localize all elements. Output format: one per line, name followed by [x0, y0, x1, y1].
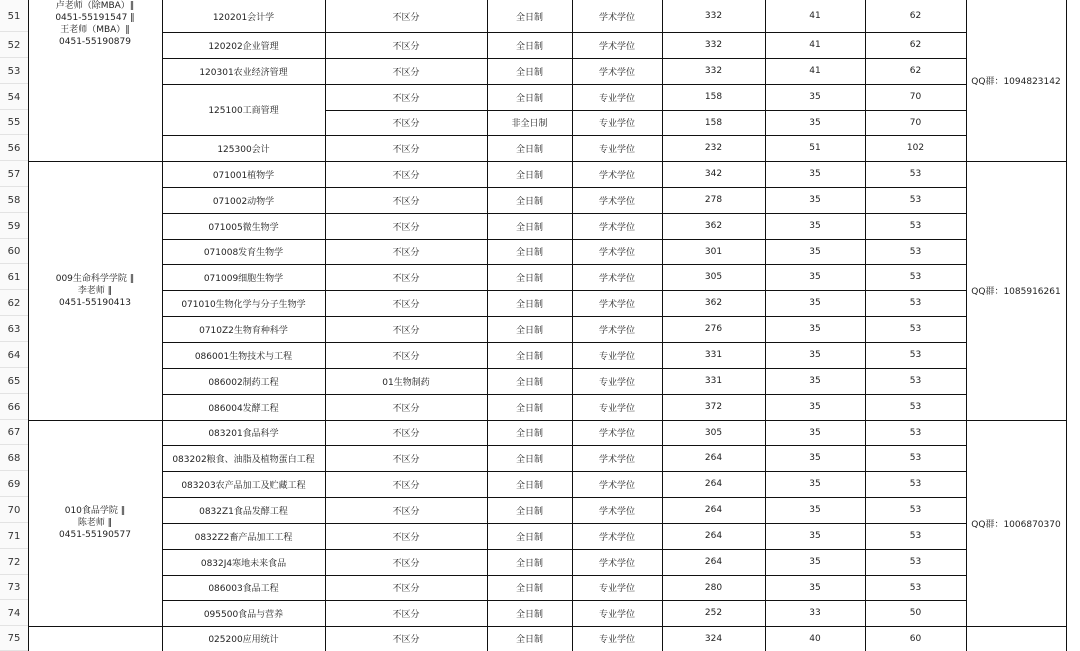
program-cell[interactable]: 071005微生物学 — [208, 222, 279, 233]
row-border — [162, 187, 966, 188]
single-subject-150-cell[interactable]: 53 — [909, 402, 922, 412]
mode-cell[interactable]: 全日制 — [515, 558, 543, 569]
single-subject-100-cell[interactable]: 35 — [809, 272, 821, 282]
row-number[interactable]: 74 — [0, 600, 28, 626]
row-border — [162, 394, 966, 395]
row-number[interactable]: 71 — [0, 523, 28, 549]
row-number[interactable]: 53 — [0, 58, 28, 84]
row-number[interactable]: 61 — [0, 264, 28, 290]
college-contact-cell[interactable] — [28, 0, 162, 161]
contact-line: 0451-55190879 — [59, 37, 131, 47]
total-score-cell[interactable]: 264 — [704, 557, 723, 567]
mode-cell[interactable]: 全日制 — [515, 480, 543, 491]
total-score-cell[interactable]: 331 — [704, 350, 723, 360]
total-score-cell[interactable]: 264 — [704, 453, 723, 463]
direction-cell[interactable]: 不区分 — [392, 248, 420, 258]
mode-cell[interactable]: 全日制 — [515, 170, 543, 181]
program-cell[interactable]: 025200应用统计 — [208, 635, 279, 645]
degree-type-cell[interactable]: 专业学位 — [598, 351, 635, 362]
single-subject-100-cell[interactable]: 35 — [809, 195, 821, 205]
program-cell[interactable]: 071010生物化学与分子生物学 — [181, 299, 306, 310]
single-subject-150-cell[interactable]: 70 — [909, 92, 922, 102]
single-subject-100-cell[interactable]: 35 — [809, 298, 821, 308]
degree-type-cell[interactable]: 学术学位 — [598, 429, 635, 439]
degree-type-cell[interactable]: 学术学位 — [598, 67, 635, 78]
row-number[interactable]: 55 — [0, 110, 28, 135]
single-subject-150-cell[interactable]: 53 — [909, 427, 922, 438]
row-border — [162, 213, 966, 214]
single-subject-100-cell[interactable]: 35 — [809, 117, 821, 128]
direction-cell[interactable]: 不区分 — [392, 119, 420, 129]
single-subject-100-cell[interactable]: 35 — [809, 557, 821, 567]
row-border — [162, 497, 966, 498]
row-border — [162, 32, 966, 33]
direction-cell[interactable]: 不区分 — [392, 429, 420, 439]
single-subject-150-cell[interactable]: 53 — [909, 531, 922, 541]
row-number[interactable]: 75 — [0, 626, 28, 651]
contact-line: 0451-55190577 — [59, 530, 131, 540]
mode-cell[interactable]: 全日制 — [515, 506, 543, 517]
total-score-cell[interactable]: 324 — [704, 633, 723, 644]
degree-type-cell[interactable]: 学术学位 — [598, 41, 635, 52]
single-subject-150-cell[interactable]: 53 — [909, 582, 922, 593]
degree-type-cell[interactable]: 专业学位 — [598, 635, 635, 645]
contact-line: 010食品学院 ‖ — [64, 506, 126, 516]
column-border — [865, 0, 866, 651]
program-cell[interactable]: 071001植物学 — [212, 170, 275, 181]
column-border — [28, 0, 29, 651]
direction-cell[interactable]: 不区分 — [392, 480, 420, 491]
row-number[interactable]: 70 — [0, 497, 28, 523]
row-border — [162, 549, 966, 550]
degree-type-cell[interactable]: 学术学位 — [598, 325, 635, 336]
single-subject-100-cell[interactable]: 35 — [809, 402, 821, 412]
direction-cell[interactable]: 不区分 — [392, 635, 420, 645]
column-border — [1066, 0, 1067, 651]
single-subject-150-cell[interactable]: 53 — [909, 272, 922, 282]
program-cell[interactable]: 086004发酵工程 — [208, 403, 279, 414]
program-cell[interactable]: 071002动物学 — [212, 196, 275, 207]
degree-type-cell[interactable]: 学术学位 — [598, 273, 635, 284]
single-subject-150-cell[interactable]: 53 — [909, 479, 922, 489]
single-subject-100-cell[interactable]: 41 — [809, 11, 821, 21]
single-subject-100-cell[interactable]: 33 — [809, 608, 821, 618]
program-cell[interactable]: 083203农产品加工及贮藏工程 — [181, 480, 306, 491]
single-subject-100-cell[interactable]: 40 — [809, 633, 821, 644]
mode-cell[interactable]: 全日制 — [515, 403, 543, 414]
total-score-cell[interactable]: 276 — [704, 324, 723, 334]
total-score-cell[interactable]: 331 — [704, 376, 723, 386]
row-number[interactable]: 58 — [0, 187, 28, 213]
mode-cell[interactable]: 全日制 — [515, 93, 543, 104]
row-border — [162, 84, 966, 85]
row-border — [162, 445, 966, 446]
mode-cell[interactable]: 全日制 — [515, 325, 543, 336]
single-subject-100-cell[interactable]: 41 — [809, 66, 821, 76]
single-subject-150-cell[interactable]: 50 — [909, 608, 922, 618]
single-subject-150-cell[interactable]: 62 — [909, 11, 922, 21]
direction-cell[interactable]: 不区分 — [392, 325, 420, 336]
total-score-cell[interactable]: 305 — [704, 427, 723, 438]
direction-cell[interactable]: 不区分 — [392, 170, 420, 181]
total-score-cell[interactable]: 232 — [704, 143, 723, 153]
mode-cell[interactable]: 全日制 — [515, 609, 543, 620]
mode-cell[interactable]: 全日制 — [515, 248, 543, 258]
contact-line: 0451-55191547 ‖ — [55, 13, 135, 23]
degree-type-cell[interactable]: 学术学位 — [598, 506, 635, 517]
group-border — [966, 626, 1066, 627]
direction-cell[interactable]: 不区分 — [392, 273, 420, 284]
mode-cell[interactable]: 全日制 — [515, 532, 543, 543]
direction-cell[interactable]: 不区分 — [392, 351, 420, 362]
direction-cell[interactable]: 不区分 — [392, 506, 420, 517]
direction-cell[interactable]: 不区分 — [392, 558, 420, 569]
single-subject-150-cell[interactable]: 53 — [909, 246, 922, 257]
group-border — [966, 420, 1066, 421]
degree-type-cell[interactable]: 专业学位 — [598, 144, 635, 155]
degree-type-cell[interactable]: 专业学位 — [598, 609, 635, 620]
total-score-cell[interactable]: 332 — [704, 66, 723, 76]
program-cell[interactable]: 120201会计学 — [212, 12, 275, 23]
direction-cell[interactable]: 不区分 — [392, 299, 420, 310]
column-border — [487, 0, 488, 651]
mode-cell[interactable]: 全日制 — [515, 196, 543, 207]
single-subject-100-cell[interactable]: 35 — [809, 246, 821, 257]
degree-type-cell[interactable]: 专业学位 — [598, 119, 635, 129]
program-cell[interactable]: 086002制药工程 — [208, 377, 279, 388]
mode-cell[interactable]: 全日制 — [515, 144, 543, 155]
contact-line: 0451-55190413 — [59, 297, 131, 308]
mode-cell[interactable]: 全日制 — [515, 222, 543, 233]
row-number[interactable]: 65 — [0, 368, 28, 394]
direction-cell[interactable]: 不区分 — [392, 144, 420, 155]
mode-cell[interactable]: 全日制 — [515, 584, 543, 594]
direction-cell[interactable]: 不区分 — [392, 222, 420, 233]
single-subject-150-cell[interactable]: 62 — [909, 40, 922, 50]
total-score-cell[interactable]: 372 — [704, 402, 723, 412]
group-border — [966, 161, 1066, 162]
single-subject-100-cell[interactable]: 35 — [809, 376, 821, 386]
single-subject-150-cell[interactable]: 53 — [909, 557, 922, 567]
row-number[interactable]: 51 — [0, 0, 28, 32]
row-number[interactable]: 52 — [0, 32, 28, 58]
degree-type-cell[interactable]: 专业学位 — [598, 377, 635, 388]
mode-cell[interactable]: 全日制 — [515, 454, 543, 465]
single-subject-100-cell[interactable]: 35 — [809, 582, 821, 593]
qq-group-cell[interactable]: QQ群：1094823142 — [971, 77, 1061, 87]
column-border — [325, 0, 326, 651]
total-score-cell[interactable]: 278 — [704, 195, 723, 205]
mode-cell[interactable]: 全日制 — [515, 635, 543, 645]
row-number[interactable]: 54 — [0, 84, 28, 110]
single-subject-150-cell[interactable]: 53 — [909, 505, 922, 515]
program-cell[interactable]: 0710Z2生物育种科学 — [199, 325, 288, 336]
college-contact-cell[interactable] — [28, 161, 162, 420]
single-subject-100-cell[interactable]: 35 — [809, 324, 821, 334]
program-cell[interactable]: 0832Z1食品发酵工程 — [199, 506, 288, 517]
total-score-cell[interactable]: 252 — [704, 608, 723, 618]
direction-cell[interactable]: 不区分 — [392, 12, 420, 23]
row-border — [162, 342, 966, 343]
degree-type-cell[interactable]: 学术学位 — [598, 12, 635, 23]
single-subject-100-cell[interactable]: 35 — [809, 531, 821, 541]
degree-type-cell[interactable]: 专业学位 — [598, 93, 635, 104]
mode-cell[interactable]: 全日制 — [515, 351, 543, 362]
total-score-cell[interactable]: 280 — [704, 582, 723, 593]
row-number[interactable]: 69 — [0, 471, 28, 497]
direction-cell[interactable]: 不区分 — [392, 609, 420, 620]
direction-cell[interactable]: 不区分 — [392, 454, 420, 465]
row-border — [162, 626, 966, 627]
row-border — [162, 290, 966, 291]
single-subject-100-cell[interactable]: 35 — [809, 427, 821, 438]
row-number[interactable]: 73 — [0, 575, 28, 600]
direction-cell[interactable]: 不区分 — [392, 403, 420, 414]
column-border — [765, 0, 766, 651]
group-border — [28, 626, 162, 627]
contact-line: 陈老师 ‖ — [77, 518, 113, 528]
row-number[interactable]: 59 — [0, 213, 28, 239]
direction-cell[interactable]: 不区分 — [392, 67, 420, 78]
direction-cell[interactable]: 不区分 — [392, 93, 420, 104]
single-subject-150-cell[interactable]: 53 — [909, 453, 922, 463]
row-border — [162, 420, 966, 421]
row-border — [162, 161, 966, 162]
row-border — [162, 58, 966, 59]
row-number[interactable]: 62 — [0, 290, 28, 316]
program-cell[interactable]: 083202粮食、油脂及植物蛋白工程 — [172, 454, 315, 465]
total-score-cell[interactable]: 362 — [704, 298, 723, 308]
program-cell[interactable]: 120301农业经济管理 — [199, 67, 288, 78]
total-score-cell[interactable]: 264 — [704, 479, 723, 489]
program-cell[interactable]: 071008发育生物学 — [203, 248, 284, 258]
program-cell[interactable]: 125300会计 — [217, 144, 270, 155]
program-cell[interactable]: 120202企业管理 — [208, 41, 279, 52]
direction-cell[interactable]: 不区分 — [392, 196, 420, 207]
single-subject-100-cell[interactable]: 35 — [809, 505, 821, 515]
degree-type-cell[interactable]: 学术学位 — [598, 170, 635, 181]
single-subject-100-cell[interactable]: 35 — [809, 479, 821, 489]
single-subject-100-cell[interactable]: 35 — [809, 350, 821, 360]
direction-cell[interactable]: 不区分 — [392, 532, 420, 543]
degree-type-cell[interactable]: 学术学位 — [598, 558, 635, 569]
total-score-cell[interactable]: 264 — [704, 531, 723, 541]
direction-cell[interactable]: 不区分 — [392, 41, 420, 52]
total-score-cell[interactable]: 305 — [704, 272, 723, 282]
degree-type-cell[interactable]: 学术学位 — [598, 248, 635, 258]
mode-cell[interactable]: 全日制 — [515, 377, 543, 388]
single-subject-150-cell[interactable]: 53 — [909, 169, 922, 179]
single-subject-100-cell[interactable]: 35 — [809, 453, 821, 463]
degree-type-cell[interactable]: 学术学位 — [598, 480, 635, 491]
degree-type-cell[interactable]: 专业学位 — [598, 403, 635, 414]
total-score-cell[interactable]: 264 — [704, 505, 723, 515]
row-number[interactable]: 67 — [0, 420, 28, 445]
mode-cell[interactable]: 全日制 — [515, 67, 543, 78]
degree-type-cell[interactable]: 学术学位 — [598, 196, 635, 207]
total-score-cell[interactable]: 158 — [704, 92, 723, 102]
row-border — [162, 471, 966, 472]
row-border — [162, 575, 966, 576]
degree-type-cell[interactable]: 学术学位 — [598, 299, 635, 310]
row-border — [162, 523, 966, 524]
mode-cell[interactable]: 全日制 — [515, 12, 543, 23]
single-subject-150-cell[interactable]: 53 — [909, 298, 922, 308]
mode-cell[interactable]: 全日制 — [515, 273, 543, 284]
program-cell[interactable]: 086003食品工程 — [208, 584, 279, 594]
row-number[interactable]: 56 — [0, 135, 28, 161]
contact-line: 李老师 ‖ — [77, 285, 113, 296]
row-border — [162, 600, 966, 601]
row-number[interactable]: 68 — [0, 445, 28, 471]
contact-line: 009生命科学学院 ‖ — [55, 273, 135, 284]
program-cell[interactable]: 0832Z2畜产品加工工程 — [194, 532, 293, 543]
group-border — [28, 161, 162, 162]
mode-cell[interactable]: 全日制 — [515, 299, 543, 310]
program-cell[interactable]: 083201食品科学 — [208, 429, 279, 439]
column-border — [162, 0, 163, 651]
row-border — [162, 264, 966, 265]
single-subject-150-cell[interactable]: 102 — [906, 143, 925, 153]
single-subject-100-cell[interactable]: 51 — [809, 143, 821, 153]
degree-type-cell[interactable]: 学术学位 — [598, 532, 635, 543]
single-subject-100-cell[interactable]: 35 — [809, 92, 821, 102]
program-cell[interactable]: 0832J4寒地未来食品 — [200, 558, 287, 569]
column-border — [966, 0, 967, 651]
degree-type-cell[interactable]: 学术学位 — [598, 454, 635, 465]
total-score-cell[interactable]: 158 — [704, 117, 723, 128]
single-subject-150-cell[interactable]: 53 — [909, 350, 922, 360]
direction-cell[interactable]: 不区分 — [392, 584, 420, 594]
total-score-cell[interactable]: 301 — [704, 246, 723, 257]
single-subject-100-cell[interactable]: 35 — [809, 169, 821, 179]
qq-group-cell[interactable]: QQ群：1085916261 — [971, 287, 1061, 297]
group-border — [28, 420, 162, 421]
single-subject-150-cell[interactable]: 70 — [909, 117, 922, 128]
qq-group-cell[interactable]: QQ群：1006870370 — [971, 519, 1061, 530]
single-subject-100-cell[interactable]: 41 — [809, 40, 821, 50]
row-border — [162, 135, 966, 136]
program-cell[interactable]: 095500食品与营养 — [203, 609, 284, 620]
mode-cell[interactable]: 全日制 — [515, 429, 543, 439]
row-border — [162, 316, 966, 317]
row-number[interactable]: 63 — [0, 316, 28, 342]
row-border — [162, 239, 966, 240]
contact-line: 王老师（MBA）‖ — [60, 25, 130, 35]
single-subject-150-cell[interactable]: 53 — [909, 324, 922, 334]
column-border — [572, 0, 573, 651]
column-border — [662, 0, 663, 651]
row-number[interactable]: 66 — [0, 394, 28, 420]
single-subject-150-cell[interactable]: 62 — [909, 66, 922, 76]
total-score-cell[interactable]: 332 — [704, 40, 723, 50]
row-number[interactable]: 57 — [0, 161, 28, 187]
mode-cell[interactable]: 全日制 — [515, 41, 543, 52]
row-number[interactable]: 60 — [0, 239, 28, 264]
single-subject-150-cell[interactable]: 60 — [909, 633, 922, 644]
degree-type-cell[interactable]: 专业学位 — [598, 584, 635, 594]
row-number[interactable]: 72 — [0, 549, 28, 575]
degree-type-cell[interactable]: 学术学位 — [598, 222, 635, 233]
direction-cell[interactable]: 01生物制药 — [382, 377, 430, 388]
single-subject-150-cell[interactable]: 53 — [909, 195, 922, 205]
contact-line: 卢老师（除MBA）‖ — [55, 1, 135, 11]
single-subject-150-cell[interactable]: 53 — [909, 376, 922, 386]
row-number[interactable]: 64 — [0, 342, 28, 368]
single-subject-100-cell[interactable]: 35 — [809, 221, 821, 231]
total-score-cell[interactable]: 332 — [704, 11, 723, 21]
row-border — [325, 110, 966, 111]
row-border — [162, 368, 966, 369]
college-contact-cell[interactable] — [28, 420, 162, 626]
program-cell[interactable]: 071009细胞生物学 — [203, 273, 284, 284]
mode-cell[interactable]: 非全日制 — [511, 119, 548, 129]
merged-program-cell[interactable]: 125100工商管理 — [208, 106, 279, 116]
single-subject-150-cell[interactable]: 53 — [909, 221, 922, 231]
total-score-cell[interactable]: 362 — [704, 221, 723, 231]
program-cell[interactable]: 086001生物技术与工程 — [194, 351, 293, 362]
total-score-cell[interactable]: 342 — [704, 169, 723, 179]
